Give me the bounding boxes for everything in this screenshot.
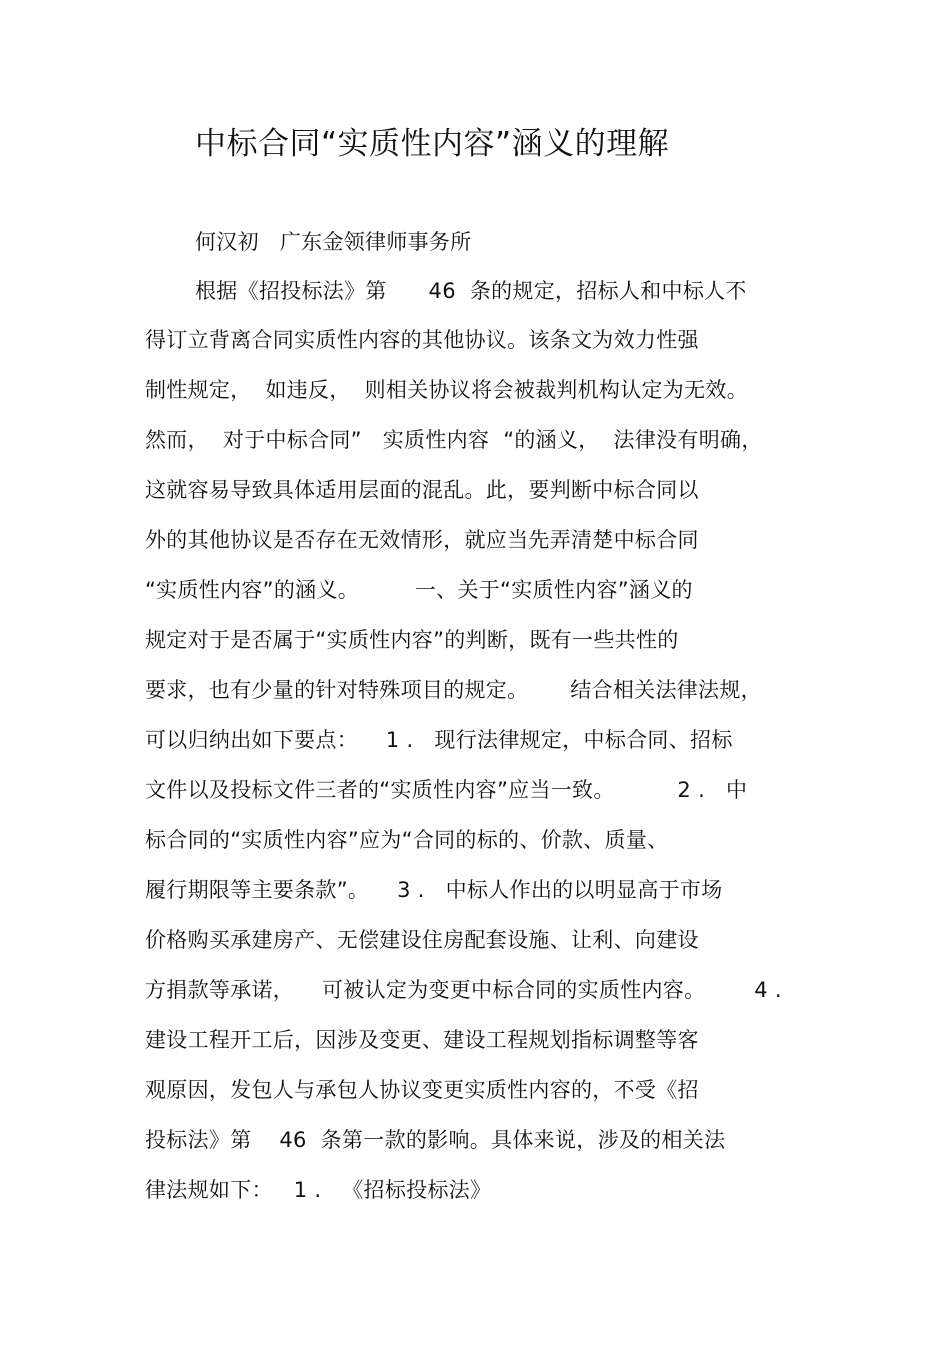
body-line: 投标法》第 46 条第一款的影响。具体来说，涉及的相关法 — [145, 1128, 726, 1152]
body-line: 可以归纳出如下要点： 1 . 现行法律规定，中标合同、招标 — [145, 728, 733, 752]
body-line: “实质性内容”的涵义。 一、关于“实质性内容”涵义的 — [145, 578, 693, 602]
body-line: 律法规如下： 1 . 《招标投标法》 — [145, 1178, 492, 1202]
body-line: 制性规定， 如违反， 则相关协议将会被裁判机构认定为无效。 — [145, 378, 748, 402]
body-line: 根据《招投标法》第 46 条的规定，招标人和中标人不 — [195, 279, 747, 303]
body-line: 建设工程开工后，因涉及变更、建设工程规划指标调整等客 — [145, 1028, 699, 1052]
body-line: 标合同的“实质性内容”应为“合同的标的、价款、质量、 — [145, 828, 669, 852]
body-line: 要求，也有少量的针对特殊项目的规定。 结合相关法律法规， — [145, 678, 762, 702]
body-line: 得订立背离合同实质性内容的其他协议。该条文为效力性强 — [145, 328, 699, 352]
body-line: 文件以及投标文件三者的“实质性内容”应当一致。 2 . 中 — [145, 778, 748, 802]
author-line: 何汉初 广东金领律师事务所 — [195, 230, 472, 254]
body-line: 规定对于是否属于“实质性内容”的判断，既有一些共性的 — [145, 628, 679, 652]
document-title: 中标合同“实质性内容”涵义的理解 — [195, 126, 670, 162]
body-line: 履行期限等主要条款”。 3 . 中标人作出的以明显高于市场 — [145, 878, 723, 902]
body-line: 这就容易导致具体适用层面的混乱。此，要判断中标合同以 — [145, 478, 699, 502]
body-line: 价格购买承建房产、无偿建设住房配套设施、让利、向建设 — [145, 928, 699, 952]
body-line: 方捐款等承诺， 可被认定为变更中标合同的实质性内容。 4 . — [145, 978, 782, 1002]
body-line: 然而， 对于中标合同” 实质性内容 “的涵义， 法律没有明确， — [145, 428, 763, 452]
body-line: 外的其他协议是否存在无效情形，就应当先弄清楚中标合同 — [145, 528, 699, 552]
body-line: 观原因，发包人与承包人协议变更实质性内容的，不受《招 — [145, 1078, 699, 1102]
